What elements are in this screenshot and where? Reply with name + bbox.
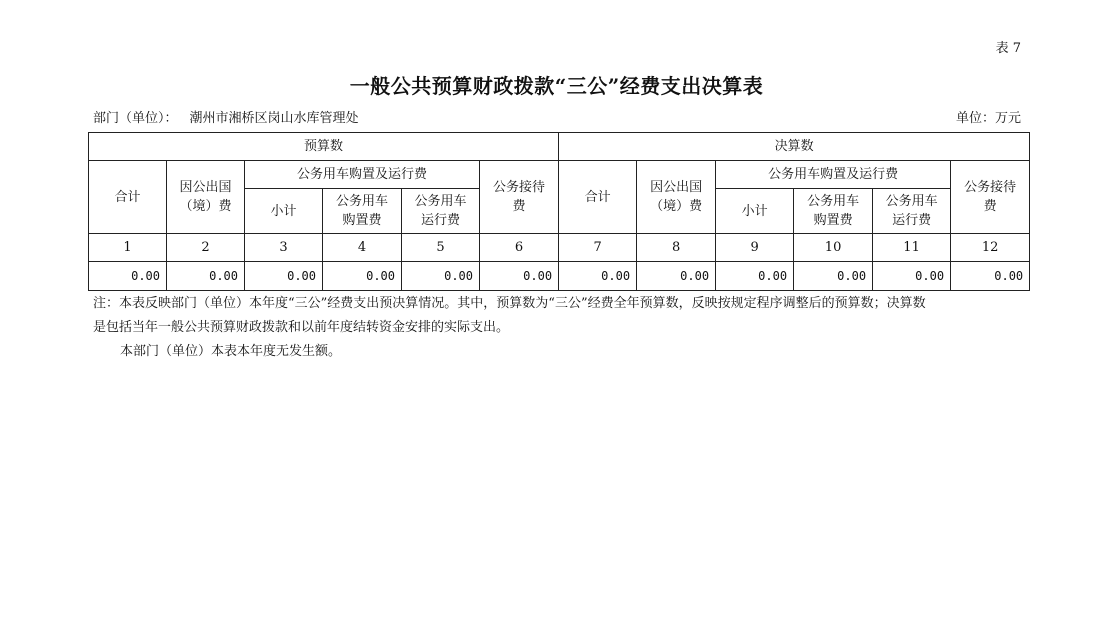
value-cell: 0.00 bbox=[873, 262, 951, 291]
column-number: 8 bbox=[637, 234, 716, 262]
note-line-2: 是包括当年一般公共预算财政拨款和以前年度结转资金安排的实际支出。 bbox=[93, 320, 510, 335]
vehicle-purchase-line1: 公务用车 bbox=[335, 194, 388, 209]
reception-line1: 公务接待 bbox=[493, 180, 546, 195]
final-total-header: 合计 bbox=[559, 161, 637, 234]
column-number: 7 bbox=[559, 234, 637, 262]
value-cell: 0.00 bbox=[167, 262, 245, 291]
page-title: 一般公共预算财政拨款“三公”经费支出决算表 bbox=[349, 74, 764, 98]
department-info bbox=[93, 107, 359, 126]
vehicle-operation-line1: 公务用车 bbox=[414, 194, 467, 209]
abroad-line2: （境）费 bbox=[650, 199, 703, 214]
column-number: 2 bbox=[167, 234, 245, 262]
three-public-expense-table bbox=[88, 132, 1030, 291]
final-vehicle-group-header: 公务用车购置及运行费 bbox=[716, 161, 951, 189]
budget-abroad-header bbox=[167, 161, 245, 234]
note-line-1: 注：本表反映部门（单位）本年度“三公”经费支出预决算情况。其中，预算数为“三公”经费全年预算数，反映按规定程序调整后的预算数；决算数 bbox=[93, 296, 926, 311]
final-subtotal-header: 小计 bbox=[716, 189, 794, 234]
value-row bbox=[89, 262, 1030, 291]
column-number: 9 bbox=[716, 234, 794, 262]
value-cell: 0.00 bbox=[559, 262, 637, 291]
value-cell: 0.00 bbox=[480, 262, 559, 291]
vehicle-purchase-line1: 公务用车 bbox=[807, 194, 860, 209]
abroad-line1: 因公出国 bbox=[179, 180, 232, 195]
note-line-3: 本部门（单位）本表本年度无发生额。 bbox=[120, 344, 342, 359]
column-number: 6 bbox=[480, 234, 559, 262]
final-vehicle-operation-header bbox=[873, 189, 951, 234]
vehicle-operation-line1: 公务用车 bbox=[885, 194, 938, 209]
final-group-header: 决算数 bbox=[559, 133, 1030, 161]
column-number: 5 bbox=[402, 234, 480, 262]
header-row-categories bbox=[89, 161, 1030, 189]
column-number: 11 bbox=[873, 234, 951, 262]
value-cell: 0.00 bbox=[716, 262, 794, 291]
budget-vehicle-group-header: 公务用车购置及运行费 bbox=[245, 161, 480, 189]
budget-total-header: 合计 bbox=[89, 161, 167, 234]
value-cell: 0.00 bbox=[323, 262, 402, 291]
vehicle-operation-line2: 运行费 bbox=[892, 213, 932, 228]
column-number: 3 bbox=[245, 234, 323, 262]
value-cell: 0.00 bbox=[89, 262, 167, 291]
vehicle-operation-line2: 运行费 bbox=[420, 213, 460, 228]
table-number: 表 7 bbox=[995, 41, 1021, 56]
reception-line2: 费 bbox=[983, 199, 997, 214]
value-cell: 0.00 bbox=[245, 262, 323, 291]
department-label: 部门（单位）： bbox=[93, 111, 178, 126]
notes bbox=[93, 292, 1025, 364]
value-cell: 0.00 bbox=[951, 262, 1030, 291]
final-vehicle-purchase-header bbox=[794, 189, 873, 234]
column-number: 4 bbox=[323, 234, 402, 262]
budget-subtotal-header: 小计 bbox=[245, 189, 323, 234]
column-number: 10 bbox=[794, 234, 873, 262]
abroad-line2: （境）费 bbox=[179, 199, 232, 214]
reception-line1: 公务接待 bbox=[964, 180, 1017, 195]
final-abroad-header bbox=[637, 161, 716, 234]
column-number-row bbox=[89, 234, 1030, 262]
final-reception-header bbox=[951, 161, 1030, 234]
value-cell: 0.00 bbox=[794, 262, 873, 291]
budget-vehicle-purchase-header bbox=[323, 189, 402, 234]
value-cell: 0.00 bbox=[402, 262, 480, 291]
budget-group-header: 预算数 bbox=[89, 133, 559, 161]
header-row-groups bbox=[89, 133, 1030, 161]
meta-row bbox=[93, 107, 1021, 125]
vehicle-purchase-line2: 购置费 bbox=[342, 213, 382, 228]
abroad-line1: 因公出国 bbox=[650, 180, 703, 195]
column-number: 1 bbox=[89, 234, 167, 262]
department-name: 潮州市湘桥区岗山水库管理处 bbox=[189, 111, 359, 126]
column-number: 12 bbox=[951, 234, 1030, 262]
budget-vehicle-operation-header bbox=[402, 189, 480, 234]
unit-label: 单位：万元 bbox=[955, 111, 1021, 126]
value-cell: 0.00 bbox=[637, 262, 716, 291]
reception-line2: 费 bbox=[512, 199, 526, 214]
budget-reception-header bbox=[480, 161, 559, 234]
vehicle-purchase-line2: 购置费 bbox=[813, 213, 853, 228]
